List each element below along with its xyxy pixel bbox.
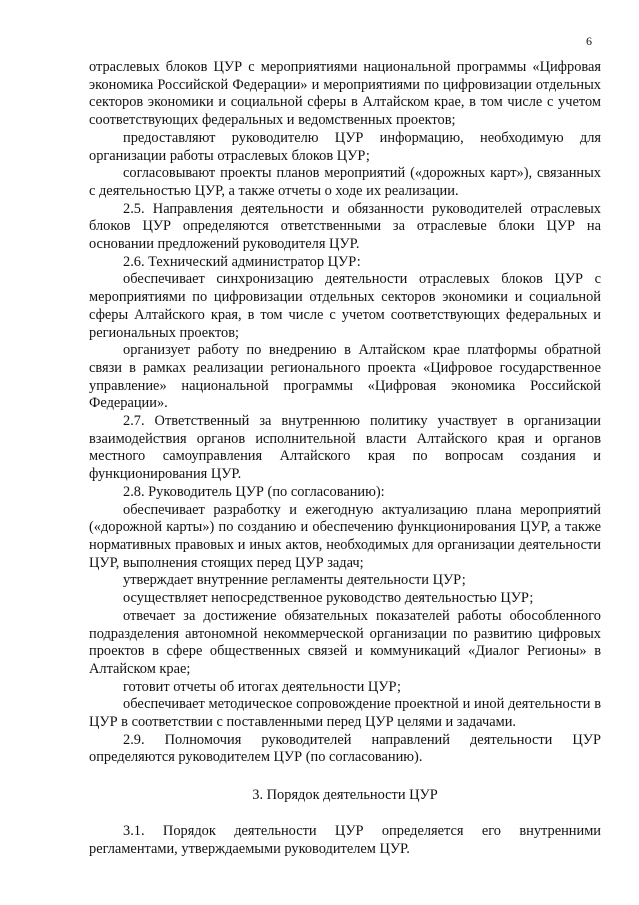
section-3-heading: 3. Порядок деятельности ЦУР: [252, 787, 438, 804]
paragraph-2-5: 2.5. Направления деятельности и обязанности руководителей отраслевых блоков ЦУР определяются ответственными за отраслевые блоки ЦУР на основании предложений руководителя ЦУР.: [89, 200, 601, 253]
paragraph-2-6-title: 2.6. Технический администратор ЦУР:: [123, 253, 361, 270]
document-body: [89, 59, 601, 858]
paragraph-2-6-synchronization: обеспечивает синхронизацию деятельности отраслевых блоков ЦУР с мероприятиями по цифровизации отдельных секторов экономики и социальной сферы Алтайского края, в том числе с учетом соответствующих федеральных и региональных проектов;: [89, 271, 601, 341]
paragraph-2-8-title: 2.8. Руководитель ЦУР (по согласованию):: [123, 483, 385, 500]
paragraph-approve-plans: согласовывают проекты планов мероприятий («дорожных карт»), связанных с деятельностью ЦУР, а также отчеты о ходе их реализации.: [89, 165, 601, 199]
paragraph-2-9: 2.9. Полномочия руководителей направлений деятельности ЦУР определяются руководителем ЦУР (по согласованию).: [89, 731, 601, 766]
paragraph-2-8-roadmap: обеспечивает разработку и ежегодную актуализацию плана мероприятий («дорожной карты») по созданию и обеспечению функционирования ЦУР, а также нормативных правовых и иных актов, необходимых для организации деятельности ЦУР, выполнения стоящих перед ЦУР задач;: [89, 501, 601, 571]
paragraph-2-8-reports: готовит отчеты об итогах деятельности ЦУР;: [123, 678, 401, 695]
paragraph-continuation: отраслевых блоков ЦУР с мероприятиями национальной программы «Цифровая экономика Российской Федерации» и мероприятиями по цифровизации отдельных секторов экономики и социальной сферы в Алтайском крае, в том числе с учетом соответствующих федеральных и ведомственных проектов;: [89, 59, 601, 129]
paragraph-2-8-methodological-support: обеспечивает методическое сопровождение проектной и иной деятельности в ЦУР в соответствии с поставленными перед ЦУР целями и задачами.: [89, 696, 601, 731]
page-number: 6: [586, 34, 592, 48]
paragraph-2-8-regulations: утверждает внутренние регламенты деятельности ЦУР;: [123, 572, 466, 589]
paragraph-2-7: 2.7. Ответственный за внутреннюю политику участвует в организации взаимодействия органов исполнительной власти Алтайского края и органов местного самоуправления Алтайского края по вопросам создания и функционирования ЦУР.: [89, 413, 601, 483]
paragraph-2-8-direct-management: осуществляет непосредственное руководство деятельностью ЦУР;: [123, 590, 534, 607]
paragraph-3-1: 3.1. Порядок деятельности ЦУР определяется его внутренними регламентами, утверждаемыми руководителем ЦУР.: [89, 822, 601, 857]
paragraph-provide-info: предоставляют руководителю ЦУР информацию, необходимую для организации работы отраслевых блоков ЦУР;: [89, 129, 601, 164]
paragraph-2-6-feedback-platform: организует работу по внедрению в Алтайском крае платформы обратной связи в рамках реализации регионального проекта «Цифровое государственное управление» национальной программы «Цифровая экономика Российской Федерации».: [89, 342, 601, 412]
paragraph-2-8-performance-indicators: отвечает за достижение обязательных показателей работы обособленного подразделения автономной некоммерческой организации по развитию цифровых проектов в сфере общественных связей и коммуникаций «Диалог Регионы» в Алтайском крае;: [89, 607, 601, 677]
